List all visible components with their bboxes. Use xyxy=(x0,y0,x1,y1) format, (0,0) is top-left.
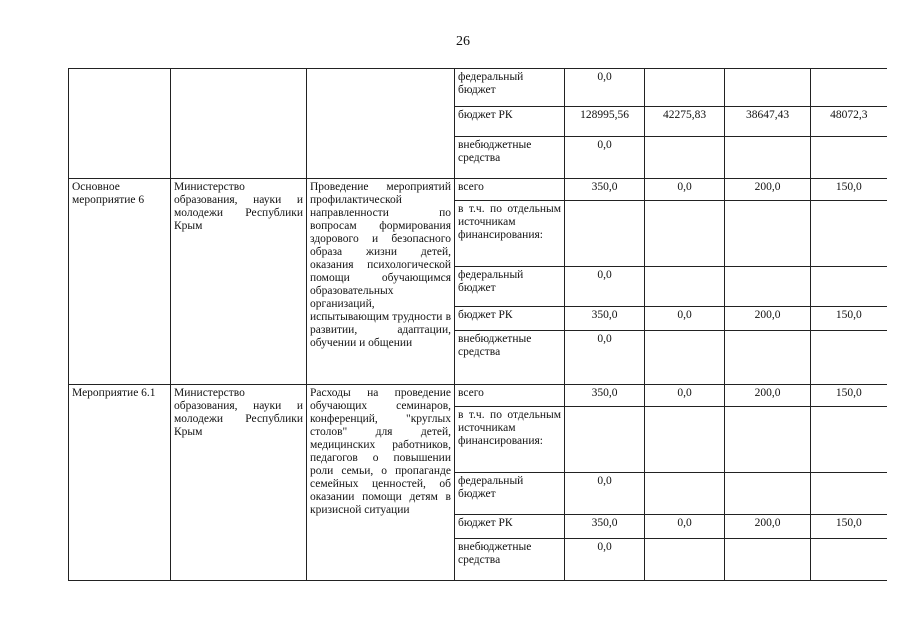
source-cell: бюджет РК xyxy=(455,107,565,137)
source-cell: федеральный бюджет xyxy=(455,473,565,515)
source-cell: бюджет РК xyxy=(455,515,565,539)
total-cell: 0,0 xyxy=(565,473,645,515)
total-cell: 0,0 xyxy=(565,539,645,581)
year1-cell xyxy=(645,473,725,515)
year3-cell xyxy=(811,331,887,385)
year3-cell xyxy=(811,201,887,267)
year1-cell: 0,0 xyxy=(645,515,725,539)
year1-cell: 0,0 xyxy=(645,307,725,331)
year1-cell: 0,0 xyxy=(645,179,725,201)
year3-cell: 48072,3 xyxy=(811,107,887,137)
year3-cell: 150,0 xyxy=(811,179,887,201)
year2-cell: 200,0 xyxy=(725,515,811,539)
year2-cell xyxy=(725,69,811,107)
year1-cell xyxy=(645,137,725,179)
year1-cell xyxy=(645,267,725,307)
activity-name: Основное мероприятие 6 xyxy=(69,179,171,385)
total-cell: 0,0 xyxy=(565,137,645,179)
total-cell: 350,0 xyxy=(565,515,645,539)
cont-executor-cell xyxy=(171,69,307,179)
year2-cell: 200,0 xyxy=(725,307,811,331)
activity-description: Проведение мероприятий профилактической направленности по вопросам формирования здорового и безопасного образа жизни детей, оказания психологической помощи обучающимся образовательных организаций, испытывающим трудности в развитии, адаптации, обучении и общении xyxy=(307,179,455,385)
year2-cell xyxy=(725,201,811,267)
activity-executor: Министерство образования, науки и молодежи Республики Крым xyxy=(171,385,307,581)
year2-cell xyxy=(725,539,811,581)
year3-cell xyxy=(811,137,887,179)
year3-cell: 150,0 xyxy=(811,515,887,539)
year1-cell xyxy=(645,539,725,581)
source-cell: всего xyxy=(455,179,565,201)
year3-cell xyxy=(811,473,887,515)
total-cell xyxy=(565,201,645,267)
year1-cell xyxy=(645,69,725,107)
source-cell: внебюджетные средства xyxy=(455,331,565,385)
year1-cell: 42275,83 xyxy=(645,107,725,137)
year3-cell xyxy=(811,267,887,307)
source-cell: внебюджетные средства xyxy=(455,137,565,179)
year2-cell: 200,0 xyxy=(725,385,811,407)
budget-table xyxy=(68,68,887,581)
activity-executor: Министерство образования, науки и молодежи Республики Крым xyxy=(171,179,307,385)
total-cell: 350,0 xyxy=(565,307,645,331)
year3-cell xyxy=(811,69,887,107)
source-cell: в т.ч. по отдельным источникам финансирования: xyxy=(455,201,565,267)
year2-cell: 38647,43 xyxy=(725,107,811,137)
cont-description-cell xyxy=(307,69,455,179)
source-cell: федеральный бюджет xyxy=(455,69,565,107)
year2-cell xyxy=(725,137,811,179)
year3-cell: 150,0 xyxy=(811,307,887,331)
year2-cell xyxy=(725,331,811,385)
cont-name-cell xyxy=(69,69,171,179)
activity-name: Мероприятие 6.1 xyxy=(69,385,171,581)
page-number: 26 xyxy=(456,34,470,49)
source-cell: федеральный бюджет xyxy=(455,267,565,307)
year1-cell xyxy=(645,201,725,267)
total-cell: 0,0 xyxy=(565,331,645,385)
year2-cell: 200,0 xyxy=(725,179,811,201)
year2-cell xyxy=(725,473,811,515)
source-cell: в т.ч. по отдельным источникам финансирования: xyxy=(455,407,565,473)
source-cell: внебюджетные средства xyxy=(455,539,565,581)
year3-cell xyxy=(811,539,887,581)
year1-cell xyxy=(645,331,725,385)
total-cell: 0,0 xyxy=(565,69,645,107)
year3-cell xyxy=(811,407,887,473)
year3-cell: 150,0 xyxy=(811,385,887,407)
source-cell: всего xyxy=(455,385,565,407)
total-cell: 0,0 xyxy=(565,267,645,307)
source-cell: бюджет РК xyxy=(455,307,565,331)
total-cell xyxy=(565,407,645,473)
year2-cell xyxy=(725,267,811,307)
activity-description: Расходы на проведение обучающих семинаров, конференций, "круглых столов" для детей, медицинских работников, педагогов о повышении роли семьи, о пропаганде семейных ценностей, об оказании помощи детям в кризисной ситуации xyxy=(307,385,455,581)
total-cell: 350,0 xyxy=(565,385,645,407)
total-cell: 350,0 xyxy=(565,179,645,201)
year2-cell xyxy=(725,407,811,473)
year1-cell: 0,0 xyxy=(645,385,725,407)
year1-cell xyxy=(645,407,725,473)
total-cell: 128995,56 xyxy=(565,107,645,137)
